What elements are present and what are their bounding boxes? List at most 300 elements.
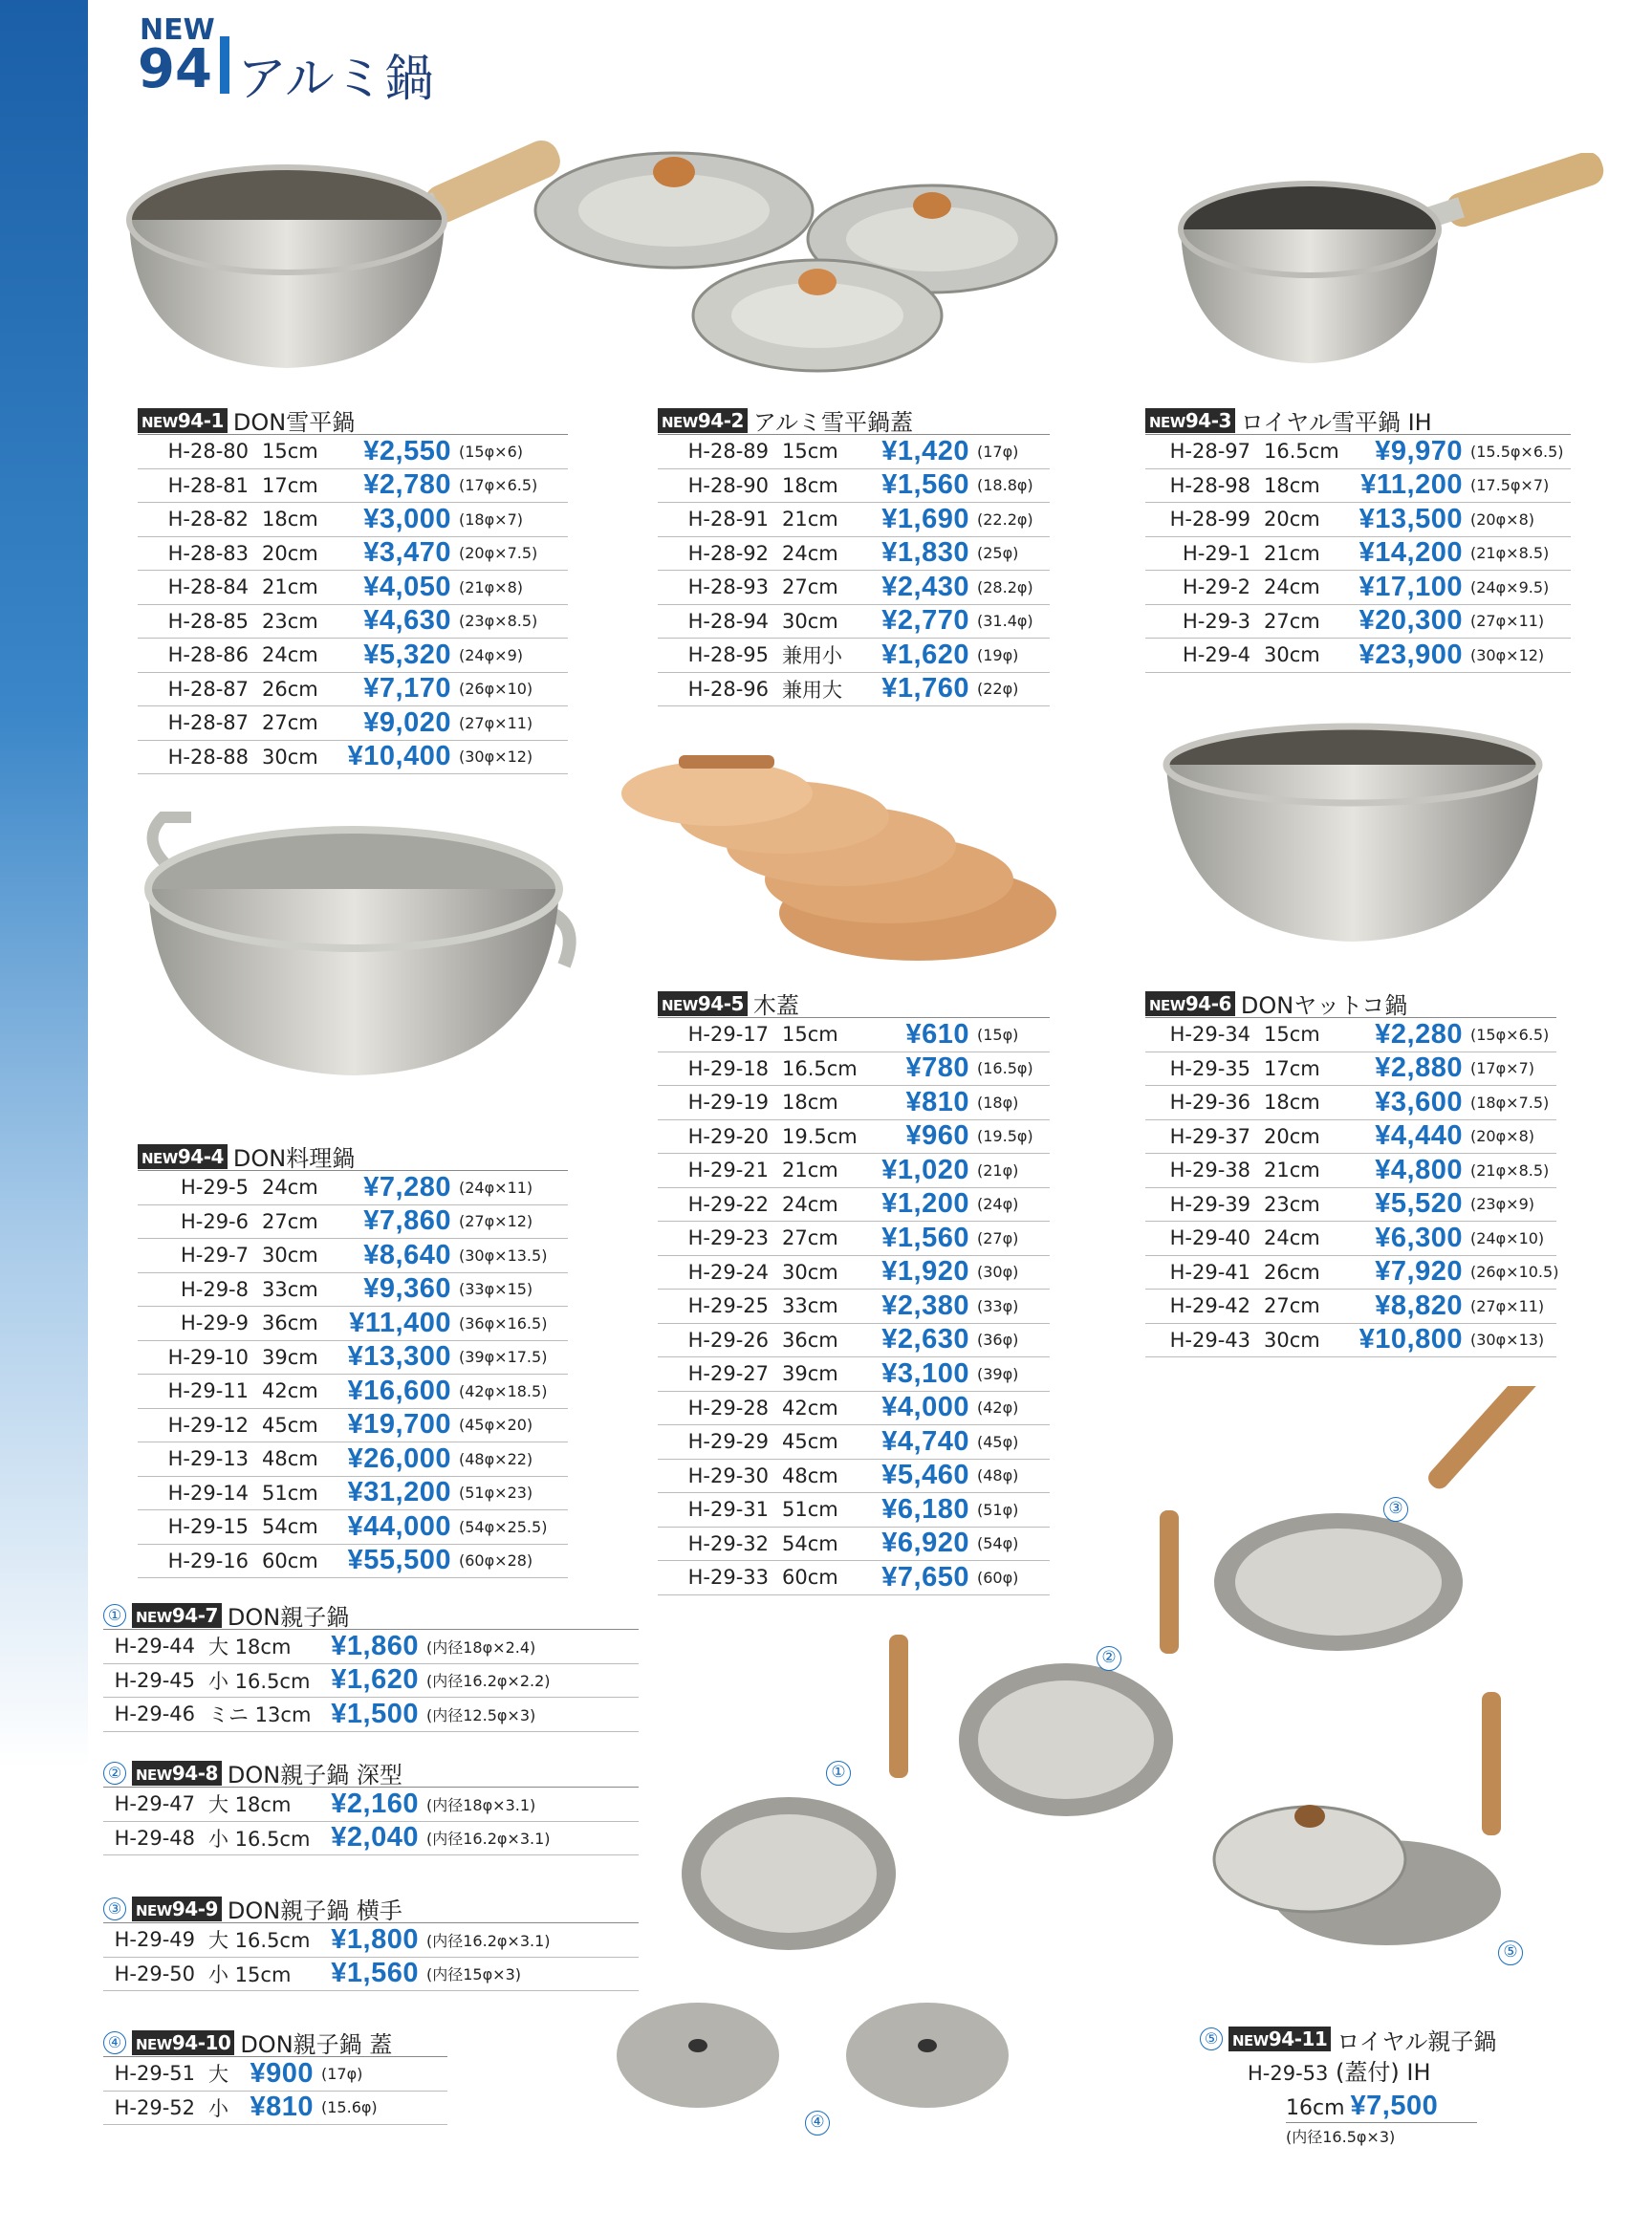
size: 51cm: [262, 1481, 318, 1505]
table-row: [658, 1290, 1050, 1324]
price: ¥5,460: [881, 1460, 969, 1491]
page-title: アルミ鍋: [237, 51, 434, 108]
product-code: H-28-97: [1169, 440, 1250, 464]
dimensions: (24φ×9.5): [1470, 577, 1550, 596]
dimensions: (内径18φ×3.1): [426, 1795, 536, 1814]
size: 24cm: [1264, 575, 1320, 599]
product-badge: NEW94-2: [658, 408, 748, 433]
size: 24cm: [782, 1192, 838, 1216]
dimensions: (17φ): [977, 442, 1019, 461]
dimensions: (23φ×9): [1470, 1195, 1534, 1214]
price: ¥1,690: [881, 503, 969, 534]
product-section-94-10: [103, 2028, 447, 2125]
dimensions: (28.2φ): [977, 577, 1033, 596]
product-code: H-29-2: [1182, 575, 1250, 599]
table-row: [658, 1528, 1050, 1562]
table-row: [658, 1256, 1050, 1290]
size: 兼用小: [782, 644, 842, 668]
price: ¥900: [250, 2057, 314, 2089]
price: ¥3,000: [363, 503, 451, 534]
section-header: [103, 1601, 639, 1630]
table-row: [658, 503, 1050, 537]
size: 36cm: [782, 1328, 838, 1352]
product-code: H-28-90: [687, 473, 769, 497]
price: ¥4,050: [363, 571, 451, 602]
product-section-94-6: [1145, 989, 1559, 1357]
product-name: DON親子鍋 深型: [227, 1762, 402, 1789]
product-section-94-9: [103, 1895, 639, 1991]
section-header: [658, 989, 1050, 1018]
size: 48cm: [782, 1463, 838, 1487]
table-row: [138, 605, 568, 640]
product-name: DONヤットコ鍋: [1240, 992, 1408, 1019]
product-code: H-29-1: [1182, 541, 1250, 565]
size: 21cm: [782, 508, 838, 531]
oyako-lids-photo: [612, 1988, 1032, 2113]
table-row: [103, 1698, 639, 1732]
price-table: [658, 435, 1050, 706]
price: ¥17,100: [1359, 571, 1463, 602]
product-badge: NEW94-9: [132, 1897, 222, 1921]
wooden-lids-photo: [583, 726, 1080, 975]
price: ¥1,920: [881, 1256, 969, 1288]
dimensions: (内径16.5φ×3): [1286, 2128, 1396, 2146]
size: 54cm: [782, 1531, 838, 1555]
price: ¥2,550: [363, 435, 451, 466]
product-name: アルミ雪平鍋蓋: [752, 409, 913, 436]
product-code: H-29-46: [114, 1702, 195, 1726]
product-code: H-28-98: [1169, 473, 1250, 497]
table-row: [1145, 469, 1571, 504]
page-number: 94: [138, 38, 212, 100]
dimensions: (30φ×13.5): [459, 1246, 548, 1265]
product-section-94-4: [138, 1142, 568, 1578]
dimensions: (39φ): [977, 1364, 1019, 1383]
dimensions: (33φ×15): [459, 1280, 533, 1299]
price: ¥1,560: [331, 1958, 419, 1989]
price: ¥1,560: [881, 1222, 969, 1253]
price: ¥44,000: [347, 1510, 451, 1542]
dimensions: (30φ×12): [459, 748, 533, 767]
dimensions: (22.2φ): [977, 509, 1033, 529]
product-code: H-29-35: [1169, 1056, 1250, 1080]
size: 21cm: [1264, 1159, 1320, 1182]
size: 小: [208, 2096, 228, 2120]
product-code: H-29-9: [180, 1312, 249, 1335]
product-code: H-29-3: [1182, 609, 1250, 633]
product-code: H-29-53: [1248, 2062, 1329, 2085]
product-code: H-28-81: [167, 473, 249, 497]
table-row: [103, 1923, 639, 1958]
price: ¥4,440: [1375, 1120, 1463, 1152]
table-row: [103, 2057, 447, 2092]
table-row: [138, 571, 568, 605]
table-row: [138, 1171, 568, 1205]
product-code: H-29-52: [114, 2095, 195, 2119]
product-code: H-29-45: [114, 1668, 195, 1692]
product-code: H-28-88: [167, 745, 249, 769]
product-code: H-28-80: [167, 440, 249, 464]
size: 21cm: [782, 1159, 838, 1182]
dimensions: (15.6φ): [321, 2098, 378, 2117]
product-code: H-28-89: [687, 440, 769, 464]
size: 26cm: [262, 677, 318, 701]
table-row: [1145, 571, 1571, 605]
product-code: H-29-30: [687, 1463, 769, 1487]
product-code: H-29-10: [167, 1345, 249, 1369]
product-code: H-29-43: [1169, 1328, 1250, 1352]
size: 小 15cm: [208, 1962, 292, 1986]
product-name: 木蓋: [752, 992, 799, 1019]
size: 39cm: [262, 1345, 318, 1369]
dimensions: (17φ×7): [1470, 1059, 1534, 1078]
dimensions: (18.8φ): [977, 476, 1033, 495]
product-code: H-29-38: [1169, 1159, 1250, 1182]
product-name: DON親子鍋: [227, 1604, 350, 1631]
product-code: H-29-22: [687, 1192, 769, 1216]
price: ¥2,280: [1375, 1018, 1463, 1050]
table-row: [138, 1442, 568, 1477]
table-row: [138, 1273, 568, 1308]
dimensions: (45φ): [977, 1432, 1019, 1451]
price: ¥1,860: [331, 1630, 419, 1661]
dimensions: (内径15φ×3): [426, 1965, 521, 1984]
product-name: DON親子鍋 横手: [227, 1897, 402, 1924]
price: ¥7,170: [363, 673, 451, 705]
product-name: ロイヤル親子鍋: [1337, 2027, 1497, 2055]
table-row: [138, 1239, 568, 1273]
table-row: [658, 605, 1050, 640]
dimensions: (18φ×7.5): [1470, 1093, 1550, 1112]
table-row: [658, 639, 1050, 673]
dimensions: (27φ×11): [459, 713, 533, 732]
price-table: [658, 1018, 1050, 1595]
royal-oyako-pan-photo: [1205, 1692, 1520, 1950]
dimensions: (36φ): [977, 1331, 1019, 1350]
product-code: H-28-92: [687, 541, 769, 565]
marker-number: ②: [103, 1762, 126, 1785]
product-code: H-28-82: [167, 508, 249, 531]
table-row: [138, 1477, 568, 1511]
size: 27cm: [782, 1226, 838, 1250]
product-code: H-29-33: [687, 1566, 769, 1590]
dimensions: (42φ×18.5): [459, 1381, 548, 1400]
price-table: [103, 1923, 639, 1991]
product-code: H-29-11: [167, 1379, 249, 1403]
table-row: [1145, 1290, 1556, 1324]
size: 16.5cm: [782, 1056, 858, 1080]
dimensions: (27φ×11): [1470, 1296, 1545, 1315]
table-row: [658, 571, 1050, 605]
size: 30cm: [1264, 643, 1320, 667]
price: ¥8,640: [363, 1239, 451, 1270]
table-row: [658, 1052, 1050, 1087]
product-code: H-28-86: [167, 643, 249, 667]
dimensions: (内径12.5φ×3): [426, 1705, 536, 1724]
size: 45cm: [262, 1413, 318, 1437]
size: 39cm: [782, 1362, 838, 1386]
dimensions: (48φ): [977, 1466, 1019, 1485]
table-row: [658, 1222, 1050, 1256]
table-row: [658, 673, 1050, 707]
product-section-94-5: [658, 989, 1050, 1595]
table-row: [1145, 435, 1571, 469]
product-code: H-29-48: [114, 1826, 195, 1850]
price: ¥9,970: [1375, 435, 1463, 466]
size: 30cm: [262, 745, 318, 769]
price: ¥2,880: [1375, 1052, 1463, 1084]
table-row: [658, 1493, 1050, 1528]
price: ¥20,300: [1359, 605, 1463, 637]
dimensions: (27φ): [977, 1228, 1019, 1247]
photo-label-3: ③: [1383, 1497, 1408, 1522]
table-row: [103, 1958, 639, 1992]
size: 15cm: [782, 440, 838, 464]
side-color-bar: [0, 0, 88, 1768]
product-section-94-3: [1145, 406, 1571, 673]
dimensions: (51φ×23): [459, 1484, 533, 1503]
size: 27cm: [262, 711, 318, 735]
dimensions: (26φ×10): [459, 680, 533, 699]
size: 大: [208, 2063, 228, 2087]
size: 大 18cm: [208, 1793, 292, 1817]
product-badge: NEW94-4: [138, 1144, 228, 1169]
price: ¥6,300: [1375, 1222, 1463, 1253]
price: ¥4,630: [363, 605, 451, 637]
product-code: H-29-8: [180, 1277, 249, 1301]
price: ¥11,200: [1360, 469, 1463, 501]
price: ¥10,800: [1359, 1324, 1463, 1355]
size: 54cm: [262, 1515, 318, 1539]
size: 51cm: [782, 1498, 838, 1522]
size: 兼用大: [782, 678, 842, 702]
price-line: [1286, 2091, 1477, 2123]
price: ¥1,760: [881, 673, 969, 705]
price: ¥7,500: [1350, 2091, 1439, 2121]
table-row: [138, 1205, 568, 1240]
product-code: H-29-17: [687, 1023, 769, 1047]
product-code: H-29-18: [687, 1056, 769, 1080]
photo-label-5: ⑤: [1498, 1940, 1523, 1965]
product-code: H-29-47: [114, 1792, 195, 1816]
table-row: [658, 1086, 1050, 1120]
header-bar: [220, 36, 229, 94]
size: 21cm: [262, 575, 318, 599]
product-code: H-29-36: [1169, 1091, 1250, 1115]
marker-number: ⑤: [1200, 2027, 1223, 2050]
table-row: [658, 1324, 1050, 1358]
product-code: H-29-24: [687, 1260, 769, 1284]
dimensions: (30φ×13): [1470, 1331, 1545, 1350]
dimensions: (27φ×11): [1470, 612, 1545, 631]
price: ¥9,020: [363, 706, 451, 738]
table-row: [138, 1510, 568, 1545]
table-row: [1145, 1154, 1556, 1188]
product-code: H-28-95: [687, 643, 769, 667]
price: ¥2,780: [363, 469, 451, 501]
section-header: [103, 1759, 639, 1788]
dimensions: (19φ): [977, 645, 1019, 664]
price: ¥19,700: [347, 1409, 451, 1441]
dimensions: (45φ×20): [459, 1416, 533, 1435]
price-table: [1145, 1018, 1559, 1357]
price: ¥960: [905, 1120, 969, 1152]
product-section-94-11: [1200, 2025, 1515, 2147]
price: ¥31,200: [347, 1477, 451, 1508]
product-code: H-29-51: [114, 2062, 195, 2086]
dimensions: (18φ×7): [459, 509, 523, 529]
product-code: H-28-84: [167, 575, 249, 599]
dimensions: (22φ): [977, 680, 1019, 699]
table-row: [658, 1018, 1050, 1052]
product-code: H-29-41: [1169, 1260, 1250, 1284]
marker-number: ④: [103, 2031, 126, 2054]
product-code: H-28-87: [167, 677, 249, 701]
dimensions: (24φ×10): [1470, 1228, 1545, 1247]
price: ¥26,000: [347, 1442, 451, 1474]
section-header: [103, 2028, 447, 2057]
size: 大 18cm: [208, 1636, 292, 1659]
size: 42cm: [262, 1379, 318, 1403]
size: 小 16.5cm: [208, 1669, 311, 1693]
table-row: [658, 1357, 1050, 1392]
dimensions: (16.5φ): [977, 1059, 1033, 1078]
product-code: H-29-14: [167, 1481, 249, 1505]
dimensions: (36φ×16.5): [459, 1313, 548, 1333]
royal-yukihira-pan-photo: [1166, 153, 1625, 392]
size: 21cm: [1264, 541, 1320, 565]
price: ¥1,500: [331, 1698, 419, 1729]
product-code: H-29-50: [114, 1962, 195, 1985]
size: 24cm: [262, 1176, 318, 1200]
table-row: [658, 537, 1050, 572]
dimensions: (17φ): [321, 2064, 363, 2083]
size: 30cm: [782, 1260, 838, 1284]
dimensions: (42φ): [977, 1398, 1019, 1418]
table-row: [658, 1460, 1050, 1494]
dimensions: (23φ×8.5): [459, 612, 538, 631]
dimensions: (15.5φ×6.5): [1470, 442, 1564, 461]
dimensions: (60φ): [977, 1568, 1019, 1587]
table-row: [138, 1409, 568, 1443]
table-row: [658, 469, 1050, 504]
price-table: [138, 1171, 568, 1578]
size: 16cm: [1286, 2096, 1345, 2120]
price: ¥610: [905, 1018, 969, 1050]
size: 60cm: [782, 1566, 838, 1590]
product-code: H-29-5: [180, 1176, 249, 1200]
price: ¥5,320: [363, 639, 451, 670]
dimensions: (21φ×8): [459, 577, 523, 596]
section-header: [1145, 989, 1556, 1018]
product-code: H-29-37: [1169, 1124, 1250, 1148]
dimensions: (21φ×8.5): [1470, 544, 1550, 563]
dimensions: (26φ×10.5): [1470, 1263, 1559, 1282]
product-code: H-29-23: [687, 1226, 769, 1250]
product-badge: NEW94-10: [132, 2030, 234, 2055]
price: ¥1,800: [331, 1923, 419, 1955]
price: ¥7,280: [363, 1171, 451, 1203]
dimensions: (24φ×9): [459, 645, 523, 664]
table-row: [138, 1341, 568, 1376]
dimensions: (15φ×6): [459, 442, 523, 461]
dimensions: (内径16.2φ×3.1): [426, 1931, 551, 1950]
table-row: [658, 1425, 1050, 1460]
size: 18cm: [1264, 473, 1320, 497]
size: 27cm: [262, 1209, 318, 1233]
price: ¥2,430: [881, 571, 969, 602]
table-row: [1145, 503, 1571, 537]
table-row: [103, 1822, 639, 1856]
product-code: H-29-28: [687, 1396, 769, 1420]
product-code: H-29-44: [114, 1635, 195, 1658]
price: ¥4,000: [881, 1392, 969, 1423]
size: 30cm: [782, 609, 838, 633]
table-row: [1145, 1052, 1556, 1087]
product-code-line: [1248, 2053, 1515, 2087]
product-badge: NEW94-6: [1145, 991, 1235, 1016]
table-row: [1145, 537, 1571, 572]
table-row: [658, 1392, 1050, 1426]
size: 26cm: [1264, 1260, 1320, 1284]
table-row: [103, 1788, 639, 1822]
product-code: H-28-99: [1169, 508, 1250, 531]
dimensions: (20φ×8): [1470, 509, 1534, 529]
table-row: [1145, 1086, 1556, 1120]
price: ¥3,100: [881, 1357, 969, 1389]
product-code: H-29-31: [687, 1498, 769, 1522]
table-row: [138, 1375, 568, 1409]
product-code: H-28-83: [167, 541, 249, 565]
dimensions: (21φ×8.5): [1470, 1160, 1550, 1180]
product-code: H-29-6: [180, 1209, 249, 1233]
size: 23cm: [1264, 1192, 1320, 1216]
price: ¥6,920: [881, 1528, 969, 1559]
size: 33cm: [262, 1277, 318, 1301]
table-row: [658, 1188, 1050, 1223]
product-section-94-2: [658, 406, 1050, 706]
price-table: [103, 2057, 447, 2125]
product-badge: NEW94-8: [132, 1761, 222, 1786]
product-name: DON料理鍋: [232, 1145, 356, 1172]
size: 60cm: [262, 1549, 318, 1572]
price-table: [103, 1788, 639, 1855]
cooking-pot-photo: [134, 803, 583, 1090]
section-header: [138, 1142, 568, 1171]
section-header: [1145, 406, 1571, 435]
product-code: H-29-7: [180, 1244, 249, 1268]
dimensions: (内径16.2φ×2.2): [426, 1672, 551, 1691]
photo-label-2: ②: [1097, 1646, 1121, 1671]
product-code: H-29-40: [1169, 1226, 1250, 1250]
product-code: H-29-34: [1169, 1023, 1250, 1047]
dimensions: (20φ×7.5): [459, 544, 538, 563]
price: ¥810: [250, 2092, 314, 2123]
photo-label-4: ④: [805, 2111, 830, 2135]
section-header: [1200, 2025, 1515, 2053]
size: 24cm: [262, 643, 318, 667]
table-row: [1145, 1324, 1556, 1358]
oyako-pan-1-photo: [679, 1635, 918, 1960]
dimensions: (15φ): [977, 1025, 1019, 1044]
price: ¥8,820: [1375, 1290, 1463, 1321]
size: 33cm: [782, 1294, 838, 1318]
product-code: H-28-91: [687, 508, 769, 531]
price: ¥4,800: [1375, 1154, 1463, 1185]
dimensions: (24φ×11): [459, 1178, 533, 1197]
product-section-94-1: [138, 406, 568, 774]
price: ¥13,500: [1359, 503, 1463, 534]
